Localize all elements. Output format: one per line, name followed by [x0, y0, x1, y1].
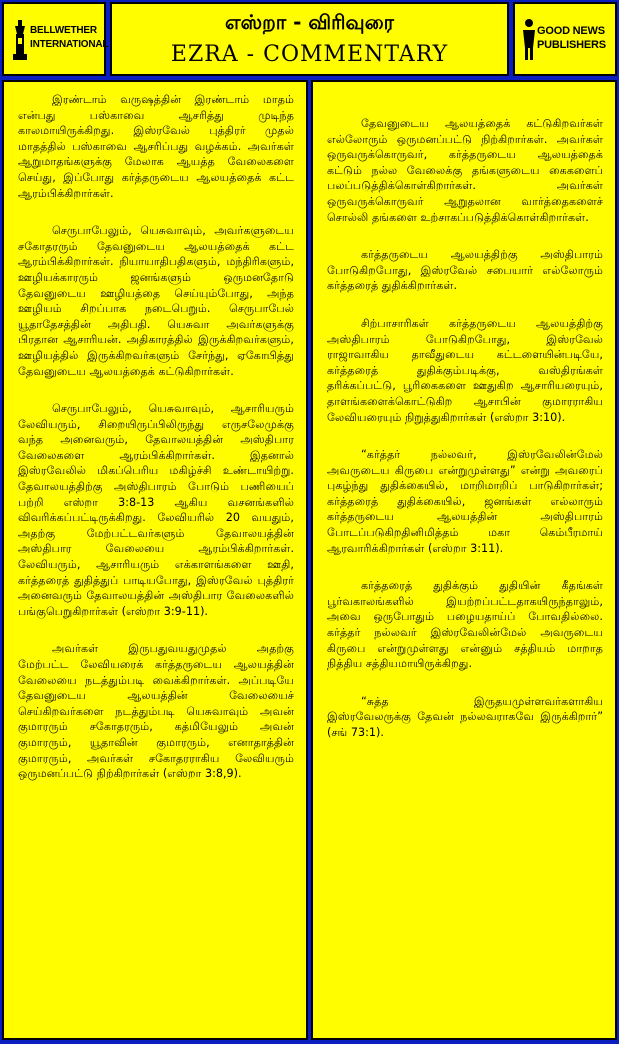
- figure-icon: [521, 18, 537, 62]
- title-box: [110, 2, 509, 76]
- logo-left-line2: INTERNATIONAL: [30, 39, 109, 50]
- header: [2, 2, 617, 76]
- paragraph: “சுத்த இருதயமுள்ளவர்களாகிய இஸ்ரவேலருக்கு தேவன் நல்லவராகவே இருக்கிறார்” (சங் 73:1).: [327, 694, 603, 739]
- paragraph: செருபாபேலும், யெசுவாவும், அவர்களுடைய சகோதரரும் தேவனுடைய ஆலயத்தைக் கட்ட ஆரம்பிக்கிறார்கள். நியாயாதிபதிகளும், மந்திரிகளும், ஊழியக்காரரும் ஜனங்களும் ஒருமனதோடு தேவனுடைய ஊழியத்தை செய்யும்போது, அந்த ஊழியம் சிறப்பாக நடைபெறும். செருபாபேல் யூதாதேசத்தின் அதிபதி. யெசுவா அவர்களுக்கு பிரதான ஆசாரியன். அதிகாரத்தில் இருக்கிறவர்களும், ஊழியத்தில் இருக்கிறவர்களும் சேர்ந்து, ஏகோபித்து தேவனுடைய ஆலயத்தைக் கட்டுகிறார்கள்.: [18, 224, 294, 378]
- paragraph: தேவனுடைய ஆலயத்தைக் கட்டுகிறவர்கள் எல்லோரும் ஒருமனப்பட்டு நிற்கிறார்கள். அவர்கள் ஒருவருக்கொருவர், கர்த்தருடைய ஆலயத்தைக் கட்டும் நல்ல வேலைக்கு தங்களுடைய கைகளைப் பலப்படுத்திக்கொள்கிறார்கள். அவர்கள் ஒருவருக்கொருவர் ஆறுதலான வார்த்தைகளைச் சொல்லி தங்களை உற்சாகப்படுத்திக்கொள்கிறார்கள்.: [327, 117, 603, 224]
- bellwether-logo[interactable]: [2, 2, 109, 76]
- bell-tower-icon: [12, 20, 28, 62]
- logo-right-line2: PUBLISHERS: [537, 39, 606, 51]
- paragraph: கர்த்தரைத் துதிக்கும் துதியின் கீதங்கள் பூர்வகாலங்களில் இயற்றப்பட்டதாகயிருந்தாலும், அவை ஒருபோதும் பழையதாய்ப் போவதில்லை. கர்த்தர் நல்லவர் இஸ்ரவேலின்மேல் அவருடைய கிருபை என்றுமுள்ளது என்னும் சத்தியம் மாறாத நித்திய சத்தியமாயிருக்கிறது.: [327, 579, 603, 671]
- paragraph: சிற்பாசாரிகள் கர்த்தருடைய ஆலயத்திற்கு அஸ்திபாரம் போடுகிறபோது, இஸ்ரவேல் ராஜாவாகிய தாவீதுடைய கட்டளையின்படியே, கர்த்தரைத் துதிக்கும்படிக்கு, வஸ்திரங்கள் தரிக்கப்பட்டு, பூரிகைகளை ஊதுகிற ஆசாரியரையும், தாளங்களைக்கொட்டுகிற ஆசாபின் குமாரராகிய லேவியரையும் நிறுத்துகிறார்கள் (எஸ்றா 3:10).: [327, 316, 603, 424]
- right-column: [311, 80, 617, 1040]
- good-news-logo[interactable]: [513, 2, 617, 76]
- logo-right-line1: GOOD NEWS: [537, 25, 605, 37]
- page-title-tamil: எஸ்றா - விரிவுரை: [225, 10, 394, 34]
- page-title-english: EZRA - COMMENTARY: [170, 42, 449, 67]
- paragraph: அவர்கள் இருபதுவயதுமுதல் அதற்கு மேற்பட்ட லேவியரைக் கர்த்தருடைய ஆலயத்தின் வேலையை நடத்தும்படி வைக்கிறார்கள். அப்படியே தேவனுடைய ஆலயத்தின் வேலையைச் செய்கிறவர்களை நடத்தும்படி யெசுவாவும் அவன் குமாரரும் சகோதரரும், கத்மியேலும் அவன் குமாரரும், யூதாவின் குமாரரும், எனாதாத்தின் குமாரரும், அவர்கள் சகோதரராகிய லேவியரும் ஒருமனப்பட்டு நிற்கிறார்கள் (எஸ்றா 3:8,9).: [18, 642, 294, 781]
- paragraph: இரண்டாம் வருஷத்தின் இரண்டாம் மாதம் என்பது பஸ்காவை ஆசரித்து முடிந்த காலமாயிருக்கிறது. இஸ்ரவேல் புத்திரர் முதல் மாதத்தில் பஸ்காவை ஆசரிப்பது வழக்கம். அவர்கள் ஆறுமாதங்களுக்கு மேலாக ஆயத்த வேலைகளை செய்து, இப்போது கர்த்தருடைய ஆலயத்தைக் கட்ட ஆரம்பிக்கிறார்கள்.: [18, 93, 294, 200]
- logo-left-line1: BELLWETHER: [30, 25, 97, 36]
- paragraph: செருபாபேலும், யெசுவாவும், ஆசாரியரும் லேவியரும், சிறையிருப்பிலிருந்து எருசலேமுக்கு வந்த அனைவரும், தேவாலயத்தின் அஸ்திபார வேலைகளை ஆரம்பிக்கிறார்கள். இதனால் இஸ்ரவேலில் மிகப்பெரிய மகிழ்ச்சி உண்டாயிற்று. தேவாலயத்திற்கு அஸ்திபாரம் போடும் பணியைப் பற்றி எஸ்றா 3:8-13 ஆகிய வசனங்களில் விவரிக்கப்பட்டிருக்கிறது. லேவியரில் 20 வயதும், அதற்கு மேற்பட்டவர்களும் தேவாலயத்தின் அஸ்திபார வேலையை ஆரம்பிக்கிறார்கள். லேவியரும், ஆசாரியரும் எக்காளங்களை ஊதி, கர்த்தரைத் துதித்துப் பாடியபோது, இஸ்ரவேல் புத்திரர் அனைவரும் தேவாலயத்தின் அஸ்திபார வேலைகளில் பங்குபெறுகிறார்கள் (எஸ்றா 3:9-11).: [18, 402, 294, 618]
- paragraph: கர்த்தருடைய ஆலயத்திற்கு அஸ்திபாரம் போடுகிறபோது, இஸ்ரவேல் சபையார் எல்லோரும் கர்த்தரைத் துதிக்கிறார்கள்.: [327, 248, 603, 293]
- paragraph: “கர்த்தர் நல்லவர், இஸ்ரவேலின்மேல் அவருடைய கிருபை என்றுமுள்ளது” என்று அவரைப் புகழ்ந்து துதிக்கையில், மாறிமாறிப் பாடுகிறார்கள்; கர்த்தரைத் துதிக்கையில், ஜனங்கள் எல்லாரும் கர்த்தருடைய ஆலயத்தின் அஸ்திபாரம் போடப்படுகிறதினிமித்தம் மகா கெம்பீரமாய் ஆரவாரிக்கிறார்கள் (எஸ்றா 3:11).: [327, 448, 603, 555]
- left-column: [2, 80, 308, 1040]
